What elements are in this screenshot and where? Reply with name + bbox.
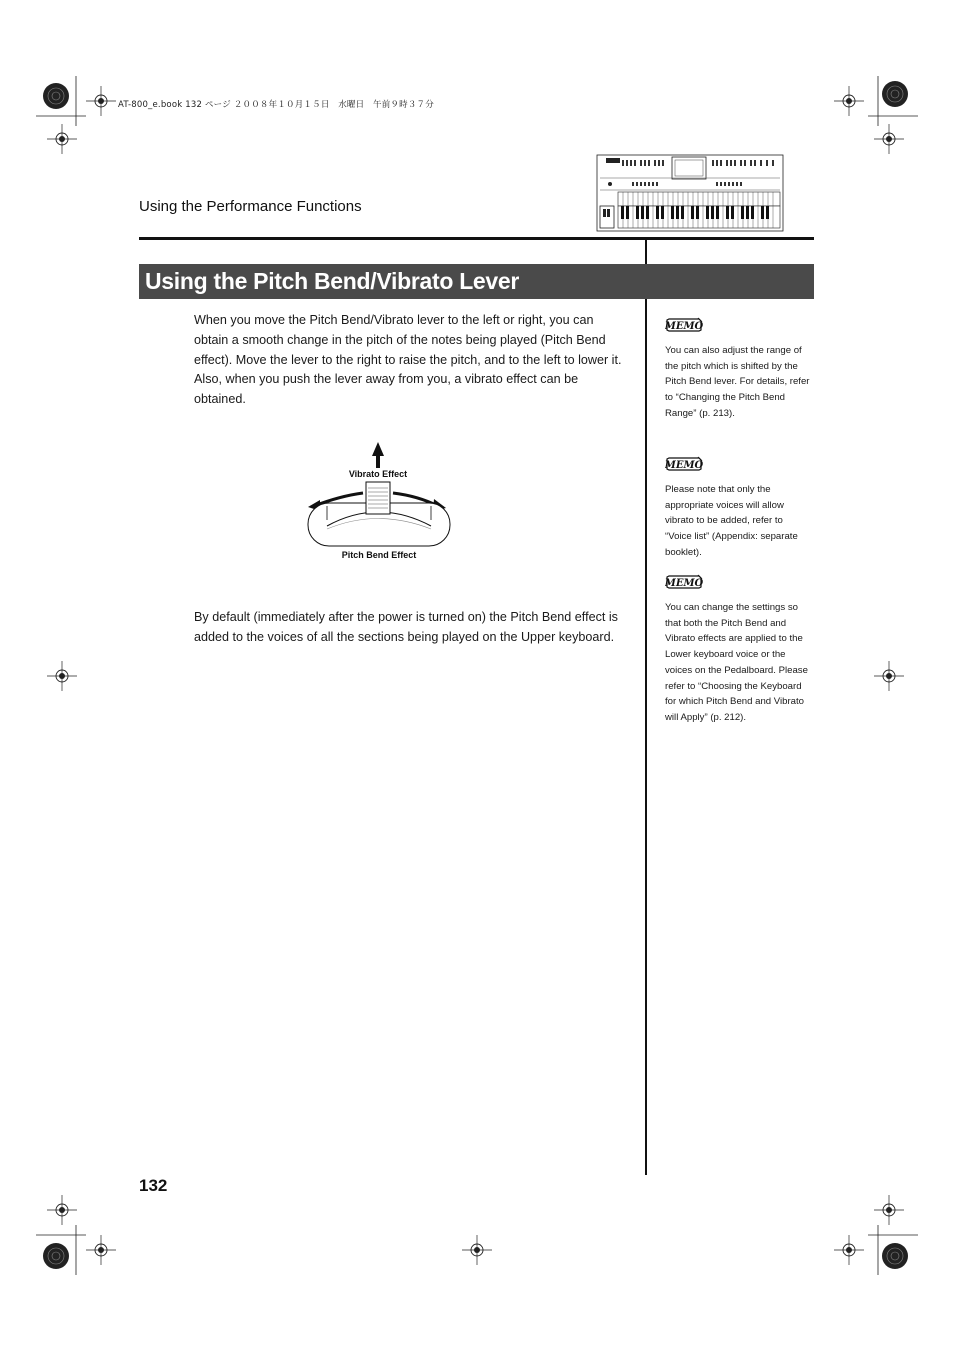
registration-mark — [874, 124, 904, 154]
registration-mark — [86, 1235, 116, 1265]
vibrato-effect-label: Vibrato Effect — [348, 469, 408, 479]
registration-mark — [834, 1235, 864, 1265]
registration-mark — [86, 86, 116, 116]
body-paragraph-1: When you move the Pitch Bend/Vibrato lever to the left or right, you can obtain a smooth change in the pitch of the notes being played (Pitch Bend effect). Move the lever to the right to raise the pitch, and to the left to lower it. Also, when you push the lever away from you, a vibrato effect can be obtained. — [194, 313, 622, 407]
header-rule — [139, 237, 814, 240]
registration-disc-top-right — [881, 80, 909, 108]
registration-disc-bottom-right — [881, 1242, 909, 1270]
registration-disc-top-left — [42, 82, 70, 110]
memo-note — [665, 456, 811, 561]
pitch-bend-effect-label: Pitch Bend Effect — [341, 550, 417, 560]
registration-mark — [462, 1235, 492, 1265]
running-header: Using the Performance Functions — [139, 198, 362, 215]
registration-mark — [47, 661, 77, 691]
page-title: Using the Pitch Bend/Vibrato Lever — [145, 268, 520, 294]
memo-text: You can also adjust the range of the pitch which is shifted by the Pitch Bend lever. For details, refer to “Changing the Pitch Bend Range” (p. 213). — [665, 345, 810, 419]
memo-note — [665, 574, 811, 726]
registration-disc-bottom-left — [42, 1242, 70, 1270]
memo-icon-label: MEMO — [665, 578, 703, 589]
memo-text: Please note that only the appropriate voices will allow vibrato to be added, refer to “Voice list” (Appendix: separate booklet). — [665, 484, 798, 558]
organ-keyboard-icon — [596, 154, 784, 232]
column-divider — [645, 240, 647, 1175]
memo-icon-label: MEMO — [665, 460, 703, 471]
memo-note — [665, 317, 811, 422]
page-number: 132 — [139, 1176, 168, 1195]
memo-icon-label: MEMO — [665, 321, 703, 332]
pitch-bend-lever-illustration — [300, 436, 460, 566]
registration-mark — [874, 1195, 904, 1225]
registration-mark — [47, 124, 77, 154]
registration-mark — [874, 661, 904, 691]
file-header: AT-800_e.book 132 ページ ２００８年１０月１５日 水曜日 午前９時３７分 — [118, 100, 434, 110]
registration-mark — [47, 1195, 77, 1225]
memo-icon — [665, 574, 703, 590]
memo-icon — [665, 317, 703, 333]
memo-text: You can change the settings so that both the Pitch Bend and Vibrato effects are applied to the Lower keyboard voice or the voices on the Pedalboard. Please refer to “Choosing the Keyboard for which Pitch Bend and Vibrato will Apply” (p. 212). — [665, 602, 808, 723]
registration-mark — [834, 86, 864, 116]
memo-icon — [665, 456, 703, 472]
body-paragraph-2: By default (immediately after the power is turned on) the Pitch Bend effect is added to the voices of all the sections being played on the Upper keyboard. — [194, 610, 618, 644]
